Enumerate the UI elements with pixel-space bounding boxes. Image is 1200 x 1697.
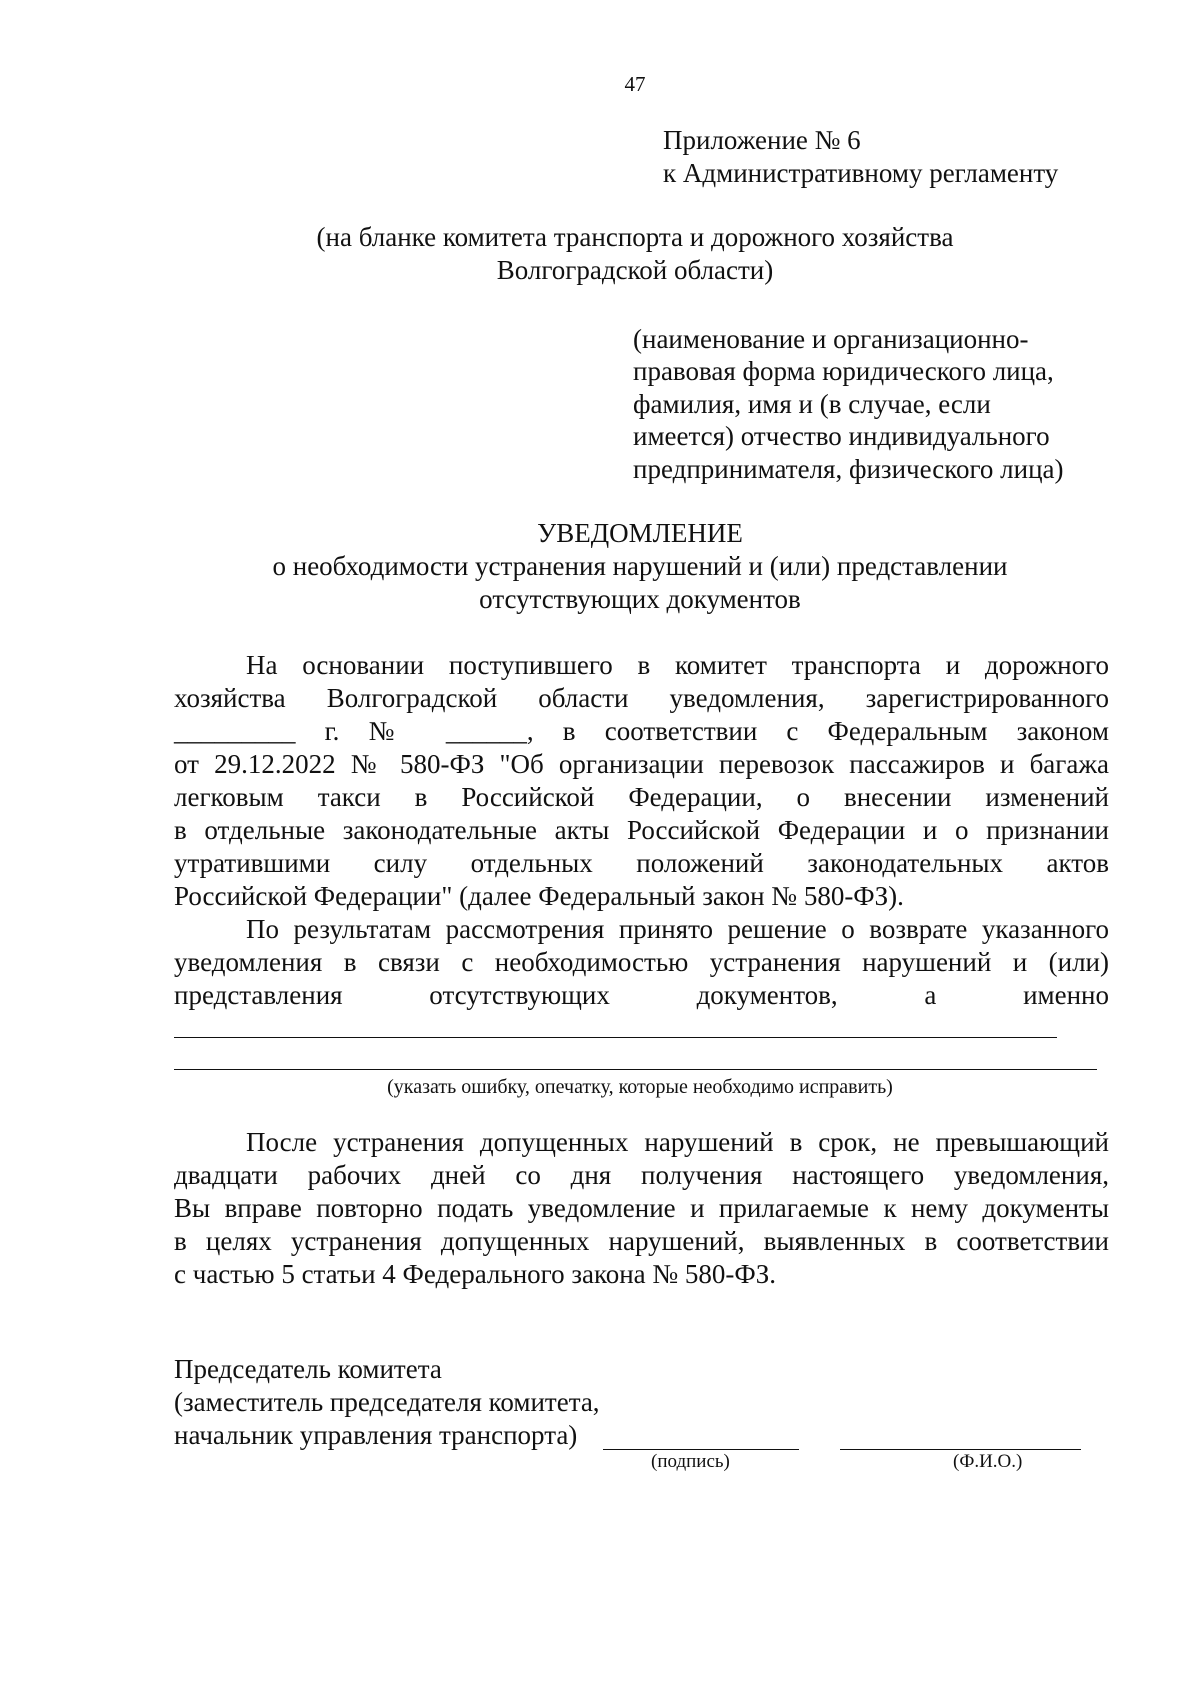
letterhead-note-line-1: (на бланке комитета транспорта и дорожного хозяйства (316, 222, 954, 252)
error-caption: (указать ошибку, опечатку, которые необходимо исправить) (387, 1076, 893, 1098)
signatory-head: начальник управления транспорта) (174, 1420, 578, 1450)
paragraph-line: После устранения допущенных нарушений в срок, не превышающий (246, 1127, 1109, 1157)
signatory-deputy: (заместитель председателя комитета, (174, 1387, 600, 1417)
addressee-line: предпринимателя, физического лица) (633, 454, 1064, 484)
full-name-line (840, 1449, 1081, 1450)
letterhead-note-line-2: Волгоградской области) (496, 255, 774, 285)
paragraph-line: в целях устранения допущенных нарушений, выявленных в соответствии (174, 1226, 1109, 1256)
paragraph-line: Российской Федерации" (далее Федеральный закон № 580-ФЗ). (174, 881, 904, 911)
signature-line (603, 1449, 799, 1450)
paragraph-line: с частью 5 статьи 4 Федерального закона № 580-ФЗ. (174, 1259, 777, 1289)
paragraph-line: двадцати рабочих дней со дня получения настоящего уведомления, (174, 1160, 1109, 1190)
paragraph-line: легковым такси в Российской Федерации, о внесении изменений (174, 782, 1109, 812)
addressee-line: фамилия, имя и (в случае, если (633, 389, 991, 419)
paragraph-line: хозяйства Волгоградской области уведомления, зарегистрированного (174, 683, 1109, 713)
addressee-line: правовая форма юридического лица, (633, 356, 1054, 386)
document-subtitle-line-2: отсутствующих документов (479, 584, 801, 614)
paragraph-line: На основании поступившего в комитет транспорта и дорожного (246, 650, 1109, 680)
paragraph-line: от 29.12.2022 № 580-ФЗ "Об организации перевозок пассажиров и багажа (174, 749, 1109, 779)
paragraph-line: По результатам рассмотрения принято решение о возврате указанного (246, 914, 1109, 944)
addressee-line: имеется) отчество индивидуального (633, 421, 1050, 451)
full-name-caption: (Ф.И.О.) (953, 1451, 1023, 1472)
paragraph-line: представления отсутствующих документов, а именно (174, 980, 1109, 1010)
paragraph-line: Вы вправе повторно подать уведомление и прилагаемые к нему документы (174, 1193, 1109, 1223)
fill-in-line (174, 1037, 1057, 1038)
page-number: 47 (624, 72, 646, 96)
document-subtitle-line-1: о необходимости устранения нарушений и (или) представлении (272, 551, 1008, 581)
paragraph-line: в отдельные законодательные акты Российской Федерации и о признании (174, 815, 1109, 845)
paragraph-line: уведомления в связи с необходимостью устранения нарушений и (или) (174, 947, 1109, 977)
paragraph-line: _________ г. № ______, в соответствии с Федеральным законом (174, 716, 1109, 746)
fill-in-line (174, 1069, 1097, 1070)
document-title: УВЕДОМЛЕНИЕ (537, 518, 743, 548)
signature-caption: (подпись) (651, 1451, 730, 1472)
appendix-line-1: Приложение № 6 (663, 125, 861, 155)
appendix-line-2: к Административному регламенту (663, 158, 1059, 188)
addressee-line: (наименование и организационно- (633, 324, 1029, 354)
paragraph-line: утратившими силу отдельных положений законодательных актов (174, 848, 1109, 878)
signatory-title: Председатель комитета (174, 1354, 442, 1384)
